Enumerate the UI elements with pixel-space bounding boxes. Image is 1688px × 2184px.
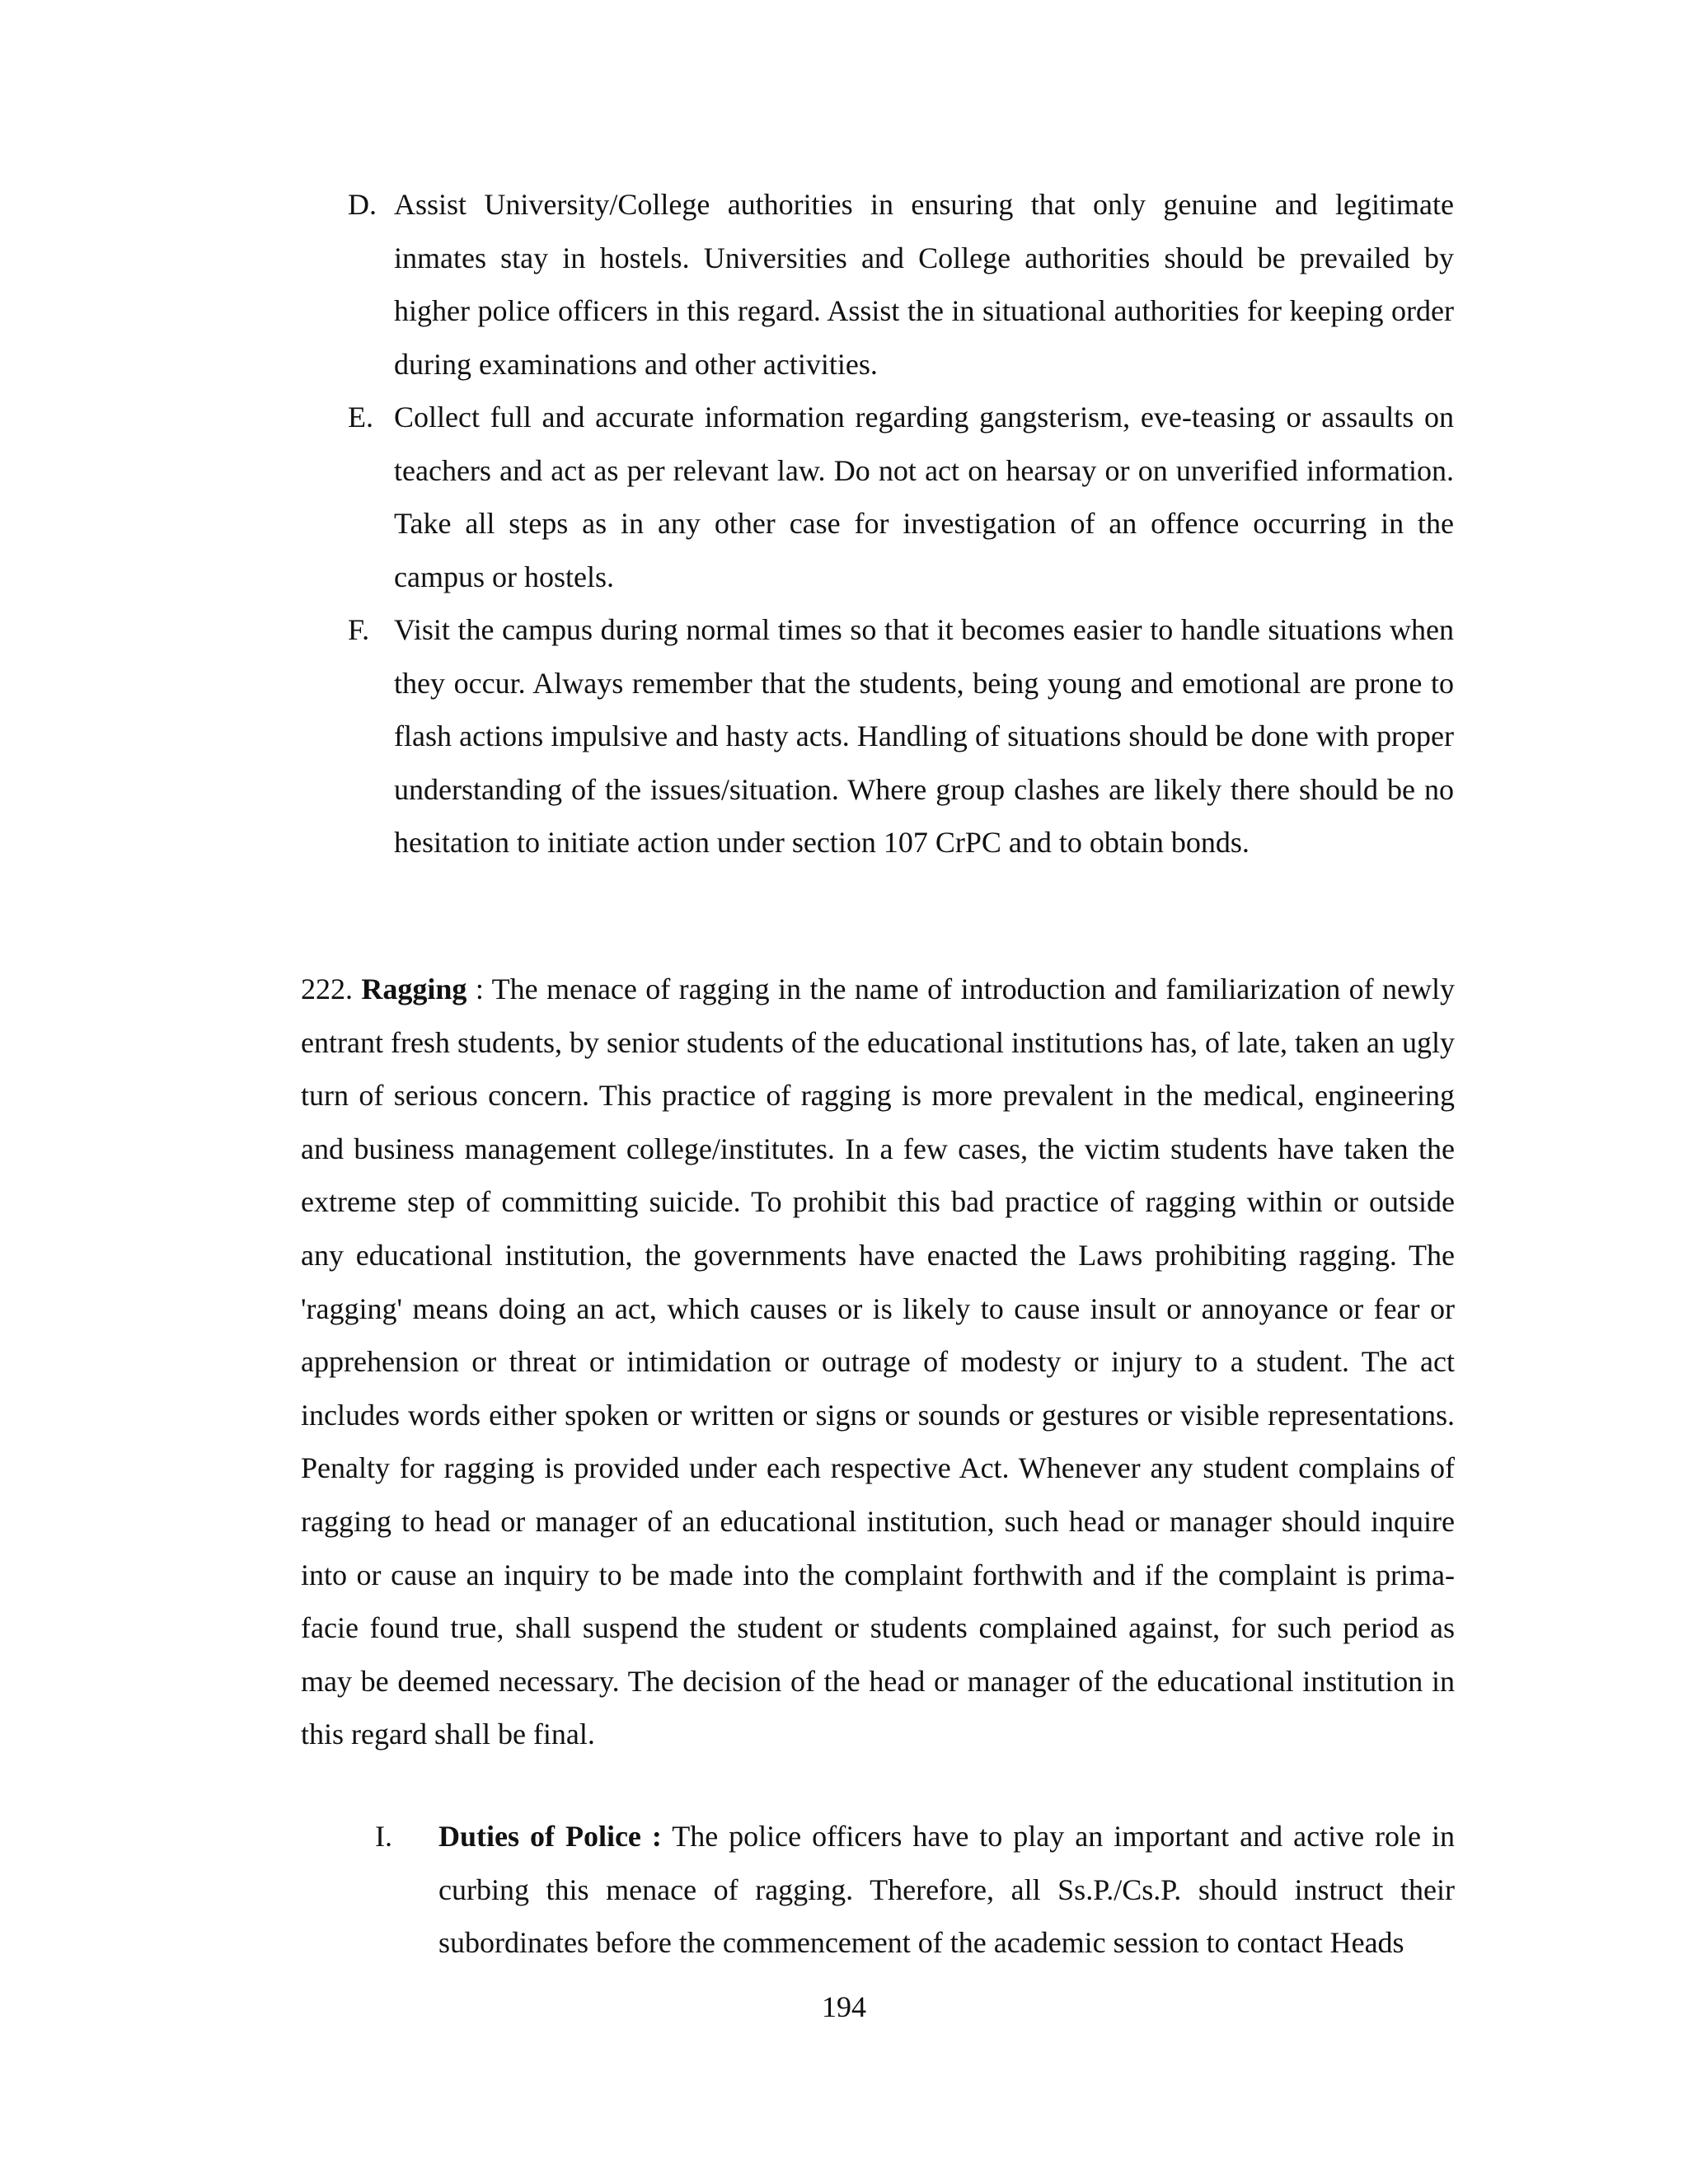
list-marker: D. [348, 188, 377, 221]
list-item-text: Assist University/College authorities in ensuring that only genuine and legitimate inmates stay in hostels. Universities and College authorities should be prevailed by higher police officers in this regard. Assist the in situational authorities for keeping order during examinations and other activities. [394, 188, 1454, 381]
list-item-text: Collect full and accurate information regarding gangsterism, eve-teasing or assaults on teachers and act as per relevant law. Do not act on hearsay or on unverified information. Take all steps as in any other case for investigation of an offence occurring in the campus or hostels. [394, 401, 1454, 593]
roman-list [375, 1810, 1455, 1970]
page-number: 194 [822, 1990, 866, 2023]
list-marker: E. [348, 401, 373, 434]
section-body: : The menace of ragging in the name of introduction and familiarization of newly entrant fresh students, by senior students of the educational institutions has, of late, taken an ugly turn of serious concern. This practice of ragging is more prevalent in the medical, engineering and business management college/institutes. In a few cases, the victim students have taken the extreme step of committing suicide. To prohibit this bad practice of ragging within or outside any educational institution, the governments have enacted the Laws prohibiting ragging. The 'ragging' means doing an act, which causes or is likely to cause insult or annoyance or fear or apprehension or threat or intimidation or outrage of modesty or injury to a student. The act includes words either spoken or written or signs or sounds or gestures or visible representations. Penalty for ragging is provided under each respective Act. Whenever any student complains of ragging to head or manager of an educational institution, such head or manager should inquire into or cause an inquiry to be made into the complaint forthwith and if the complaint is prima- facie found true, shall suspend the student or students complained against, for such period as may be deemed necessary. The decision of the head or manager of the educational institution in this regard shall be final. [301, 972, 1455, 1751]
section-heading: Ragging [361, 972, 467, 1005]
list-item-d [348, 178, 1454, 391]
list-item-e [348, 391, 1454, 603]
section-number: 222. [301, 972, 353, 1005]
list-item-text: Visit the campus during normal times so that it becomes easier to handle situations when they occur. Always remember that the students, being young and emotional are prone to flash actions impulsive and hasty acts. Handling of situations should be done with proper understanding of the issues/situation. Where group clashes are likely there should be no hesitation to initiate action under section 107 CrPC and to obtain bonds. [394, 613, 1454, 859]
list-marker: F. [348, 613, 370, 646]
section-222-ragging [301, 963, 1455, 1761]
subsection-heading: Duties of Police : [438, 1820, 662, 1853]
list-item-f [348, 603, 1454, 869]
roman-marker: I. [375, 1820, 392, 1853]
subsection-duties-of-police [375, 1810, 1455, 1970]
lettered-list [348, 178, 1454, 869]
subsection-body: The police officers have to play an important and active role in curbing this menace of ragging. Therefore, all Ss.P./Cs.P. should instruct their subordinates before the commencement of the academic session to contact Heads [438, 1820, 1455, 1959]
